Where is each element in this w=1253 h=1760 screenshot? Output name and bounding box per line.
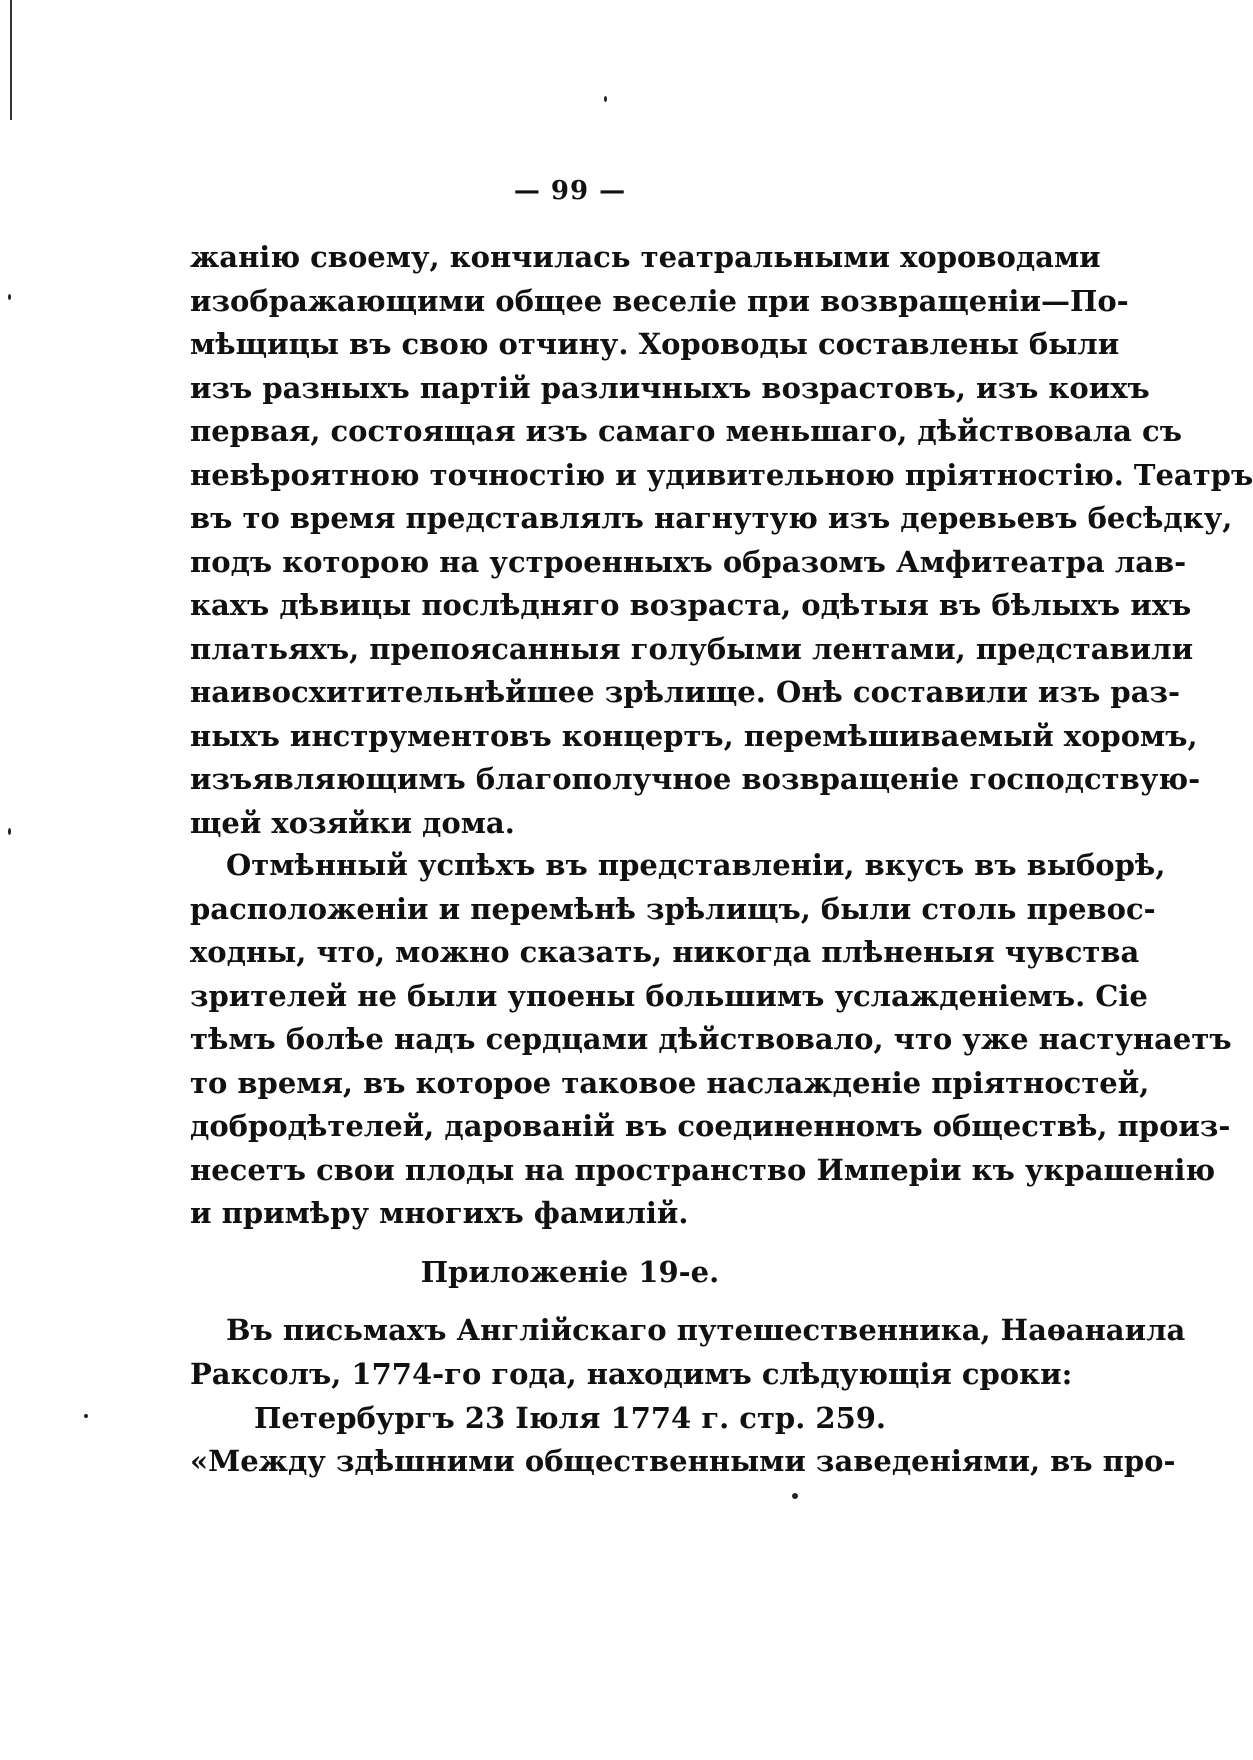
text-line: Отмѣнный успѣхъ въ представленіи, вкусъ въ выборѣ,: [226, 848, 1166, 882]
text-line: Въ письмахъ Англійскаго путешественника, Наѳанаила: [226, 1313, 1186, 1347]
text-line: ныхъ инструментовъ концертъ, перемѣшиваемый хоромъ,: [190, 718, 1198, 753]
text-line: и примѣру многихъ фамилій.: [190, 1196, 689, 1230]
text-line: несетъ свои плоды на пространство Имперіи къ украшенію: [190, 1152, 1216, 1187]
ink-speck: [8, 828, 11, 835]
text-line: щей хозяйки дома.: [190, 805, 515, 840]
page-number: — 99 —: [513, 176, 627, 206]
text-line: расположеніи и перемѣнѣ зрѣлищъ, были столь превос-: [190, 891, 1156, 926]
ink-speck: [84, 1414, 88, 1418]
text-line: кахъ дѣвицы послѣдняго возраста, одѣтыя въ бѣлыхъ ихъ: [190, 588, 1192, 622]
text-line: жанію своему, кончилась театральными хороводами: [190, 240, 1101, 274]
text-line: невѣроятною точностію и удивительною пріятностію. Театръ: [190, 457, 1253, 492]
text-line: тѣмъ болѣе надъ сердцами дѣйствовало, что уже настунаетъ: [190, 1022, 1232, 1056]
text-line: наивосхитительнѣйшее зрѣлище. Онѣ составили изъ раз-: [190, 675, 1181, 709]
text-line: мѣщицы въ свою отчину. Хороводы составлены были: [190, 327, 1120, 361]
ink-speck: [8, 294, 11, 300]
text-line: ходны, что, можно сказать, никогда плѣненыя чувства: [190, 935, 1140, 969]
paragraph-1: [190, 236, 1253, 845]
text-line: изъявляющимъ благополучное возвращеніе господствую-: [190, 762, 1201, 796]
text-line: въ то время представлялъ нагнутую изъ деревьевъ бесѣдку,: [190, 501, 1233, 535]
text-line: зрителей не были упоены большимъ услажденіемъ. Сіе: [190, 978, 1148, 1013]
text-line: изъ разныхъ партій различныхъ возрастовъ, изъ коихъ: [190, 370, 1150, 405]
text-line: то время, въ которое таковое наслажденіе пріятностей,: [190, 1065, 1150, 1100]
text-line: «Между здѣшними общественными заведеніями, въ про-: [190, 1444, 1176, 1478]
paragraph-2: [190, 844, 1232, 1236]
appendix-dateline: Петербургъ 23 Іюля 1774 г. стр. 259.: [253, 1401, 887, 1435]
appendix-quote: [190, 1440, 1176, 1484]
scan-edge-line: [10, 0, 12, 120]
text-line: изображающими общее веселіе при возвращеніи—По-: [190, 283, 1129, 318]
appendix-heading: Приложеніе 19-е.: [420, 1255, 720, 1289]
text-line: добродѣтелей, дарованій въ соединенномъ обществѣ, произ-: [190, 1109, 1231, 1143]
appendix-intro: [190, 1309, 1186, 1396]
ink-speck: [792, 1493, 798, 1499]
ink-speck: [604, 96, 607, 102]
text-line: платьяхъ, препоясанныя голубыми лентами, представили: [190, 631, 1194, 666]
text-line: Раксолъ, 1774-го года, находимъ слѣдующія сроки:: [190, 1356, 1073, 1391]
text-line: подъ которою на устроенныхъ образомъ Амфитеатра лав-: [190, 544, 1187, 579]
text-line: первая, состоящая изъ самаго меньшаго, дѣйствовала съ: [190, 414, 1182, 448]
